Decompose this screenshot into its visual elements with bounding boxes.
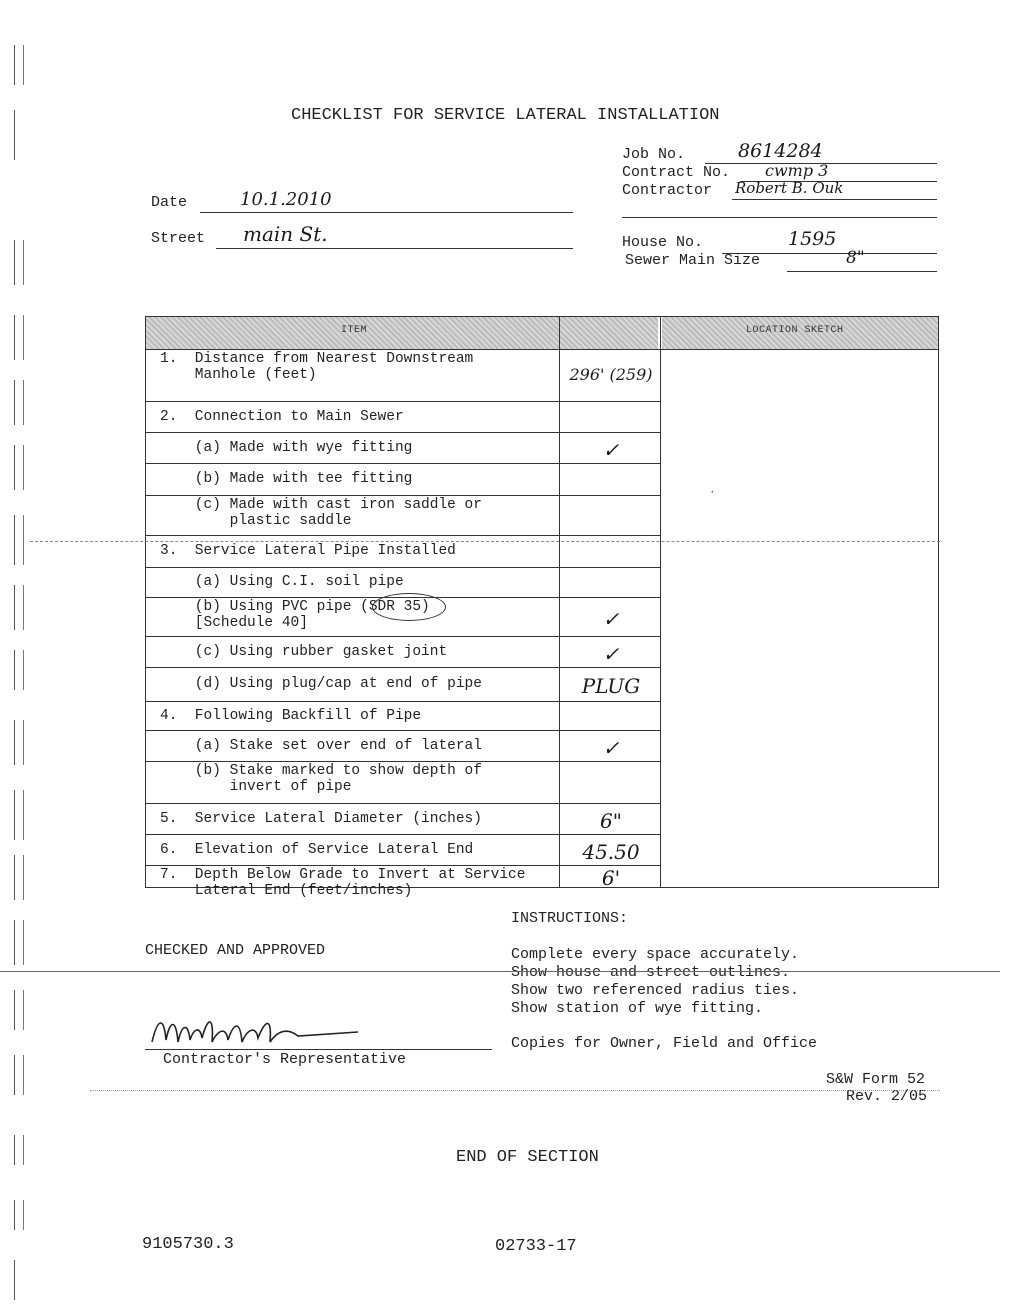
copies-line: Copies for Owner, Field and Office [511, 1035, 818, 1052]
row-rule [146, 761, 660, 762]
instruction-line: Show station of wye fitting. [511, 1000, 764, 1017]
form-number: S&W Form 52 [826, 1071, 926, 1088]
row-rule [146, 636, 660, 637]
row-value: 45.50 [582, 839, 640, 864]
binder-mark [14, 110, 23, 160]
row-rule [146, 401, 660, 402]
row-value: ✓ [602, 735, 620, 760]
row-item-text: (c) Using rubber gasket joint [160, 643, 448, 660]
row-rule [146, 803, 660, 804]
binder-mark [14, 720, 24, 765]
blank-underline [622, 217, 937, 218]
contractor-label: Contractor [622, 182, 713, 199]
house-value: 1595 [788, 228, 837, 250]
binder-mark [14, 515, 24, 565]
binder-mark [14, 445, 24, 490]
binder-mark [14, 315, 24, 360]
sketch-header-label: LOCATION SKETCH [746, 325, 844, 336]
binder-mark [14, 650, 24, 690]
scan-rule [0, 971, 1000, 972]
row-rule [146, 535, 660, 536]
binder-mark [14, 380, 24, 425]
row-item-text: 4. Following Backfill of Pipe [160, 707, 422, 724]
row-value: PLUG [581, 674, 641, 698]
row-value: ✓ [602, 606, 620, 631]
house-label: House No. [622, 234, 704, 251]
document-code: 9105730.3 [142, 1235, 234, 1254]
value-header [560, 317, 658, 349]
row-rule [146, 730, 660, 731]
date-value: 10.1.2010 [240, 189, 332, 210]
contractor-underline [732, 199, 937, 200]
row-item-text-cont: Lateral End (feet/inches) [160, 883, 413, 899]
row-rule [146, 567, 660, 568]
job-value: 8614284 [738, 140, 823, 162]
binder-mark [14, 990, 24, 1030]
page-code: 02733-17 [495, 1237, 577, 1256]
row-value: ✓ [602, 641, 620, 666]
row-item-text-cont: Manhole (feet) [160, 367, 317, 383]
street-underline [216, 248, 573, 249]
row-value: 6" [600, 808, 622, 833]
binder-mark [14, 585, 24, 630]
end-of-section: END OF SECTION [456, 1148, 599, 1167]
row-item-text-cont: invert of pipe [160, 779, 352, 795]
binder-mark [14, 790, 24, 840]
rep-label: Contractor's Representative [163, 1051, 407, 1068]
job-label: Job No. [622, 146, 686, 163]
contractor-value: Robert B. Ouk [735, 179, 844, 197]
row-item-text: (d) Using plug/cap at end of pipe [160, 676, 482, 692]
row-value: 6' [601, 866, 621, 890]
row-item-text: (a) Using C.I. soil pipe [160, 574, 404, 590]
instruction-line: Show two referenced radius ties. [511, 982, 800, 999]
checked-approved: CHECKED AND APPROVED [145, 942, 326, 959]
row-item-text-cont: plastic saddle [160, 513, 352, 529]
scan-dot-rule [90, 1090, 940, 1091]
instructions-title: INSTRUCTIONS: [511, 910, 629, 927]
row-item-text: 6. Elevation of Service Lateral End [160, 841, 474, 858]
row-rule [146, 463, 660, 464]
binder-mark [14, 1055, 24, 1095]
row-item-text: 2. Connection to Main Sewer [160, 408, 404, 425]
row-item-text: (a) Made with wye fitting [160, 439, 413, 456]
row-item-text: 5. Service Lateral Diameter (inches) [160, 810, 482, 827]
column-divider [660, 317, 661, 887]
row-item-text: 1. Distance from Nearest Downstream [160, 351, 474, 367]
instruction-line: Complete every space accurately. [511, 946, 800, 963]
instruction-line: Show house and street outlines. [511, 964, 791, 981]
row-rule [146, 834, 660, 835]
sewer-underline [787, 271, 937, 272]
street-value: main St. [243, 222, 328, 246]
header-rule [146, 349, 938, 350]
page-title: CHECKLIST FOR SERVICE LATERAL INSTALLATION [291, 106, 720, 125]
checklist-table [145, 316, 939, 899]
row-item-text: 3. Service Lateral Pipe Installed [160, 543, 456, 559]
date-underline [200, 212, 573, 213]
row-value: ✓ [602, 437, 620, 462]
binder-mark [14, 920, 24, 965]
row-rule [146, 432, 660, 433]
binder-mark [14, 45, 24, 85]
row-item-text: 7. Depth Below Grade to Invert at Service [160, 867, 526, 883]
binder-mark [14, 1260, 23, 1300]
row-item-text: (c) Made with cast iron saddle or [160, 497, 482, 513]
street-label: Street [151, 230, 206, 247]
row-rule [146, 495, 660, 496]
binder-mark [14, 1200, 24, 1230]
signature-icon [148, 1012, 368, 1054]
sewer-value: 8" [846, 248, 865, 268]
contract-value: cwmp 3 [765, 161, 829, 180]
row-value: 296' (259) [569, 365, 653, 384]
form-revision: Rev. 2/05 [846, 1088, 928, 1105]
signature-underline [145, 1049, 492, 1050]
row-item-text: (b) Made with tee fitting [160, 471, 413, 487]
column-divider [559, 317, 560, 887]
row-item-text-cont: [Schedule 40] [160, 615, 308, 631]
row-rule [146, 701, 660, 702]
binder-mark [14, 240, 24, 285]
contract-label: Contract No. [622, 164, 731, 181]
item-header-label: ITEM [341, 325, 368, 336]
binder-mark [14, 855, 24, 900]
sewer-label: Sewer Main Size [625, 252, 761, 269]
row-rule [146, 667, 660, 668]
sketch-mark: · [709, 487, 716, 499]
row-item-text: (b) Using PVC pipe (SDR 35) [160, 599, 430, 615]
row-item-text: (b) Stake marked to show depth of [160, 763, 482, 779]
scan-dash-line [30, 541, 940, 542]
date-label: Date [151, 194, 188, 211]
row-item-text: (a) Stake set over end of lateral [160, 737, 482, 754]
binder-mark [14, 1135, 24, 1165]
sdr-circle [372, 593, 446, 621]
